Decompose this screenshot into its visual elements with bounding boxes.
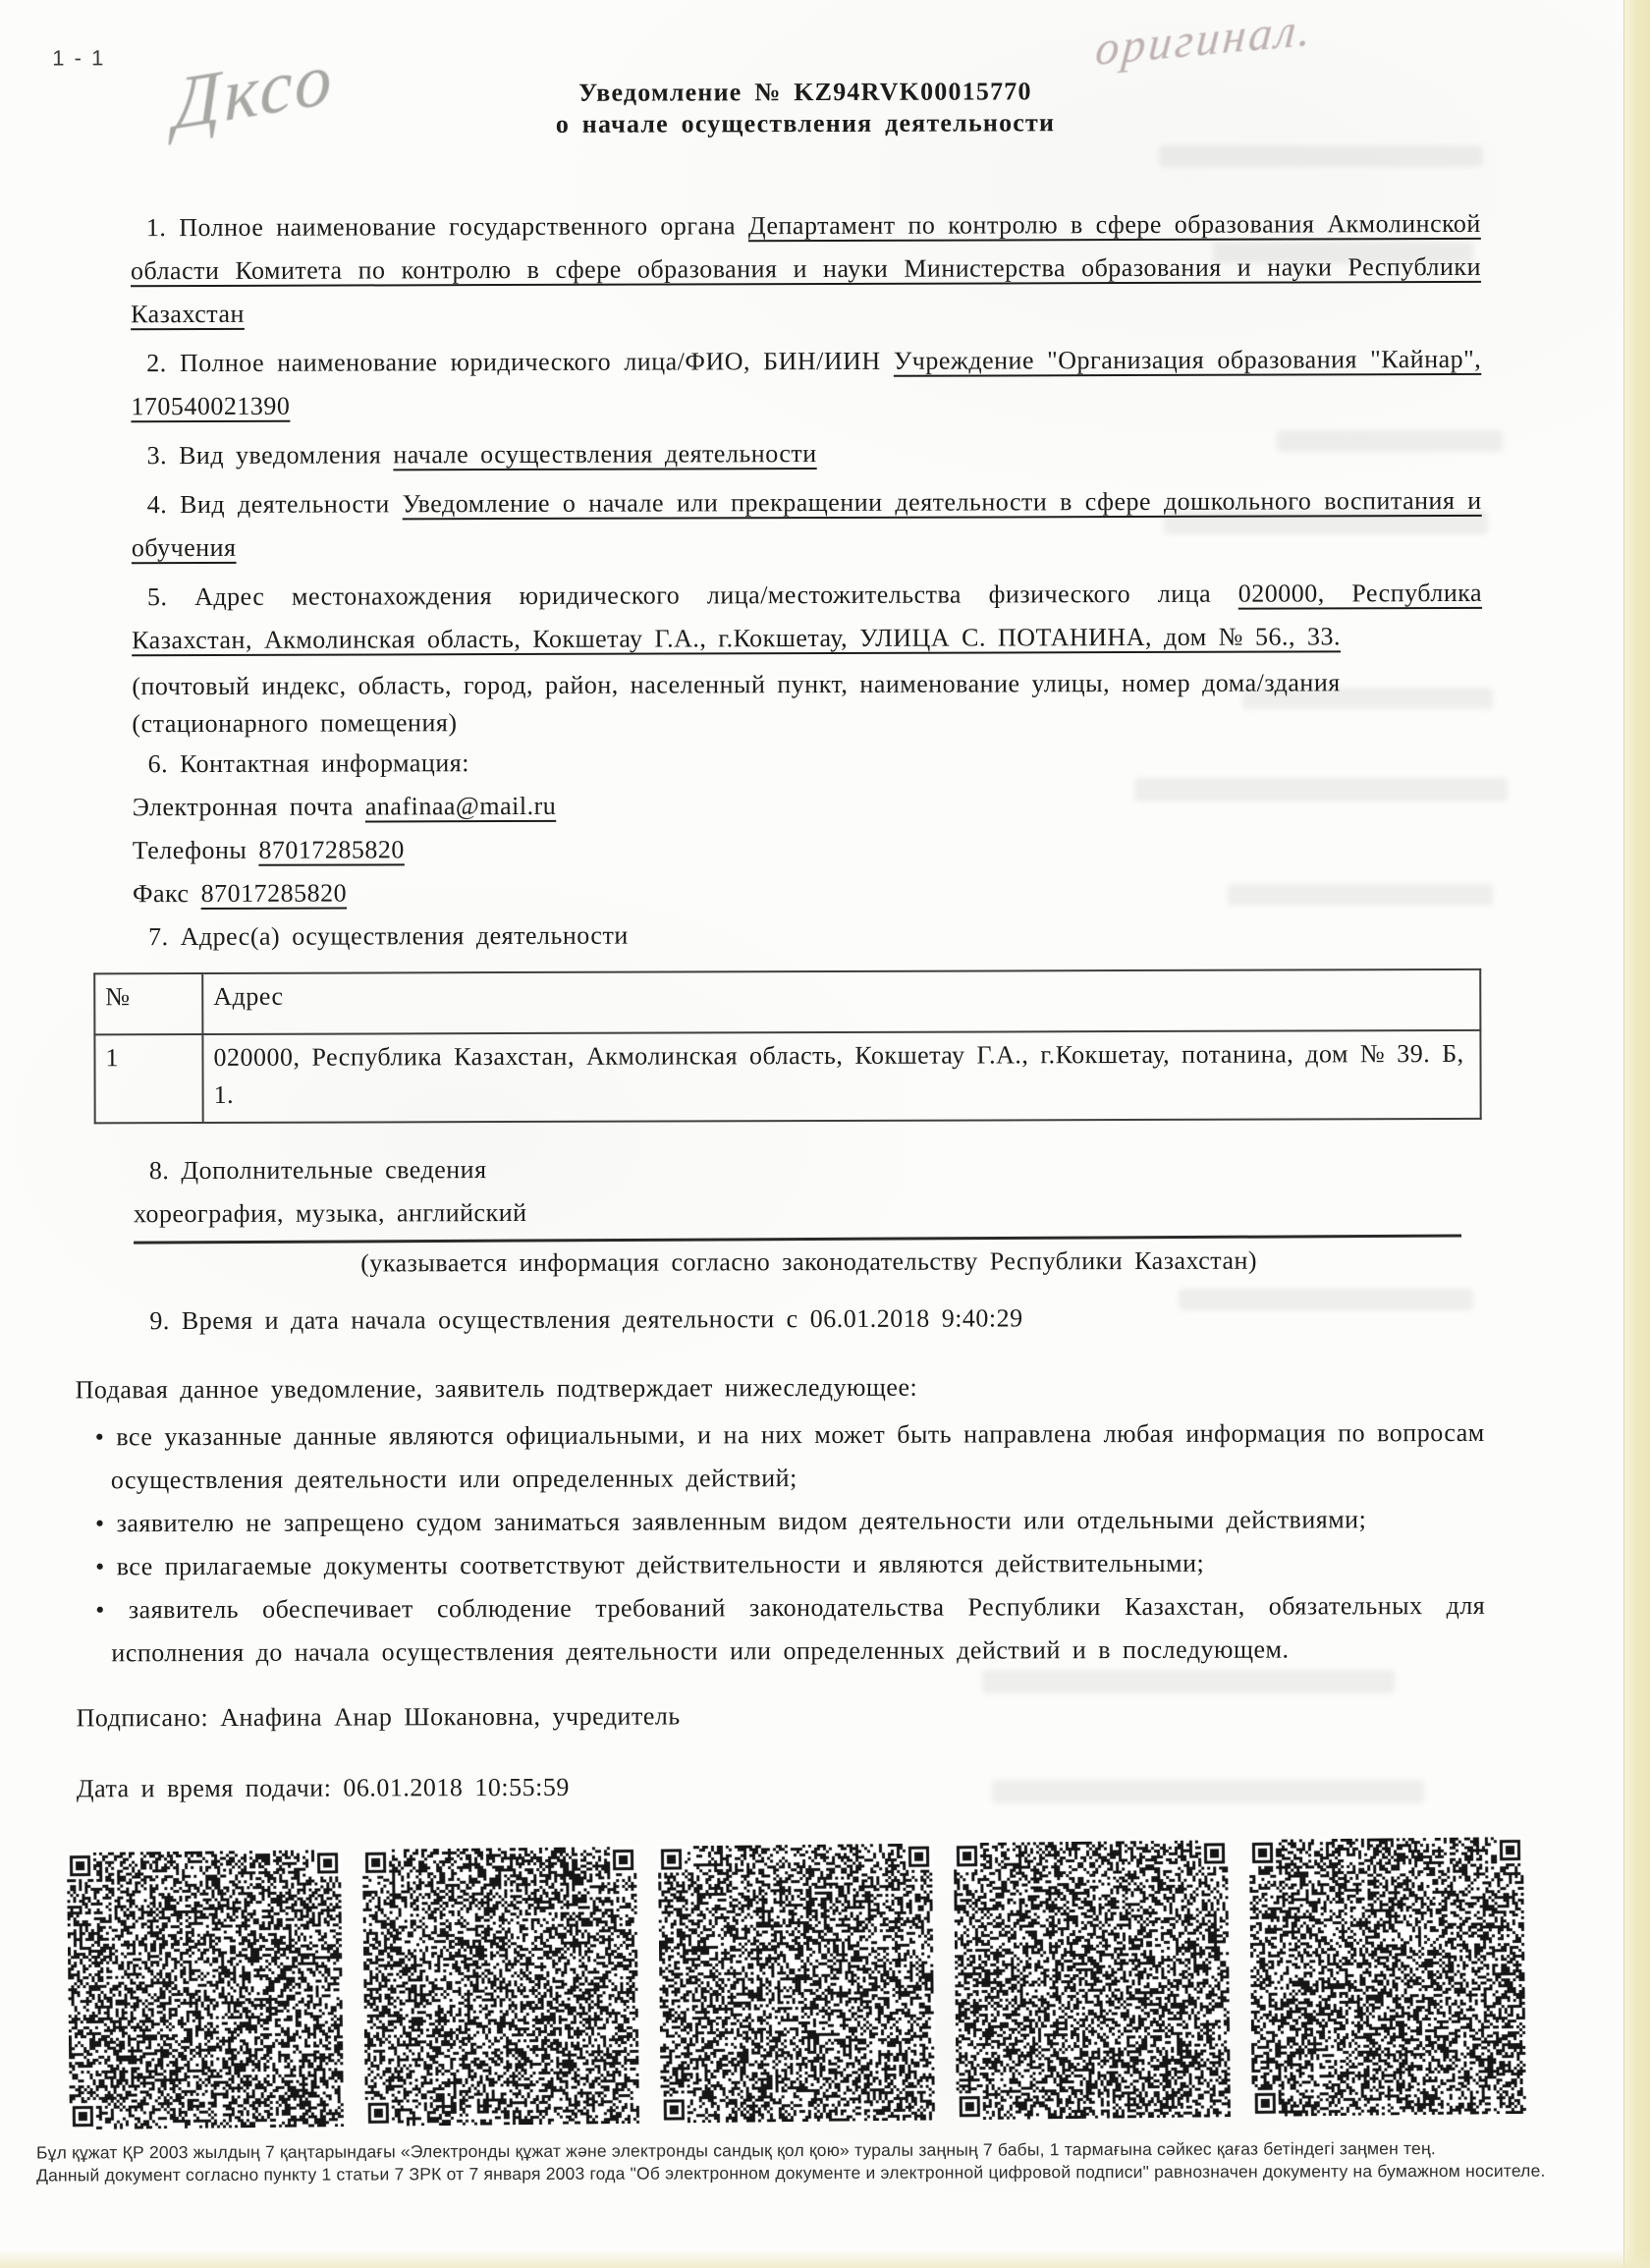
document-title-line1: Уведомление № KZ94RVK00015770: [578, 77, 1032, 107]
field-label: 2. Полное наименование юридического лица/ФИО, БИН/ИИН: [146, 346, 881, 378]
declaration-block: [75, 1364, 1485, 1676]
field-label: 4. Вид деятельности: [146, 489, 390, 520]
qr-code: [362, 1847, 640, 2127]
qr-code-row: [67, 1837, 1527, 2130]
paragraph-1-state-body: [131, 202, 1481, 336]
section-8-value: хореография, музыка, английский: [133, 1197, 527, 1229]
declaration-bullet: • все указанные данные являются официальными, и на них может быть направлена любая информация по вопросам осуществления деятельности или определенных действий;: [76, 1411, 1485, 1503]
document-body: [75, 75, 1486, 1810]
email-value: anafinaa@mail.ru: [364, 791, 557, 821]
handwritten-annotation-dkso: Дксо: [172, 36, 337, 146]
qr-code: [954, 1840, 1232, 2120]
signature-line: Подписано: Анафина Анар Шокановна, учредитель: [76, 1701, 681, 1733]
cell-row-address: 020000, Республика Казахстан, Акмолинская область, Кокшетау Г.А., г.Кокшетау, потанина, дом № 39. Б, 1.: [202, 1030, 1480, 1123]
field-label: 5. Адрес местонахождения юридического лица/местожительства физического лица: [146, 579, 1212, 612]
qr-code: [67, 1850, 345, 2130]
column-header-number: №: [94, 973, 202, 1034]
activity-address-table: [93, 968, 1481, 1124]
field-label: 3. Вид уведомления: [146, 440, 382, 470]
contact-fax-line: [133, 868, 1483, 915]
document-title: [130, 75, 1480, 141]
table-header-row: [94, 969, 1480, 1034]
email-label: Электронная почта: [132, 792, 354, 822]
field-value: Департамент по контролю в сфере образования Акмолинской области Комитета по контролю в сфере образования и науки Министерства образования и науки Республики Казахстан: [130, 208, 1481, 329]
declaration-bullet: • все прилагаемые документы соответствуют действительности и являются действительными;: [76, 1541, 1485, 1589]
legal-footer: [36, 2136, 1637, 2186]
table-row: [94, 1030, 1480, 1123]
section-6-heading: 6. Контактная информация:: [147, 748, 469, 779]
contact-phone-line: [133, 825, 1483, 872]
section-8-note: (указывается информация согласно законодательству Республики Казахстан): [360, 1245, 1258, 1278]
section-8-heading: 8. Дополнительные сведения: [148, 1155, 487, 1186]
field-value: Учреждение "Организация образования "Кайнар", 170540021390: [131, 344, 1482, 421]
cell-row-number: 1: [94, 1034, 202, 1123]
phone-label: Телефоны: [132, 835, 248, 865]
field-value: 020000, Республика Казахстан, Акмолинская область, Кокшетау Г.А., г.Кокшетау, УЛИЦА С. ПОТАНИНА, дом № 56., 33.: [132, 578, 1483, 655]
field-value: Уведомление о начале или прекращении деятельности в сфере дошкольного воспитания и обучения: [131, 485, 1482, 563]
declaration-intro: Подавая данное уведомление, заявитель подтверждает нижеследующее:: [75, 1372, 918, 1405]
legal-footer-kazakh: Бұл құжат ҚР 2003 жылдың 7 қаңтарындағы «Электронды құжат және электронды сандық қол қою» туралы заңның 7 бабы, 1 тармағына сәйкес қағаз бетіндегі заңмен тең.: [35, 2138, 1436, 2163]
field-label: 1. Полное наименование государственного органа: [145, 211, 737, 243]
legal-footer-russian: Данный документ согласно пункту 1 статьи 7 ЗРК от 7 января 2003 года "Об электронном документе и электронной цифровой подписи" равнозначен документу на бумажном носителе.: [36, 2160, 1546, 2185]
section-7-heading: 7. Адрес(а) осуществления деятельности: [148, 920, 629, 952]
address-explanation-note: (почтовый индекс, область, город, район, населенный пункт, наименование улицы, номер дома/здания (стационарного помещения): [132, 668, 1341, 739]
declaration-bullet: • заявителю не запрещено судом заниматься заявленным видом деятельности или отдельными действиями;: [76, 1498, 1485, 1546]
field-value: начале осуществления деятельности: [393, 439, 817, 470]
scan-edge-bottom: [0, 2250, 1650, 2268]
fax-label: Факс: [132, 879, 190, 909]
fax-value: 87017285820: [200, 878, 348, 908]
qr-code: [658, 1844, 936, 2124]
phone-value: 87017285820: [258, 835, 405, 864]
qr-code: [1249, 1837, 1527, 2117]
page-number-marker: 1 - 1: [52, 45, 106, 71]
scan-edge-right: [1623, 0, 1650, 2268]
handwritten-annotation-original: оригинал.: [1093, 3, 1316, 77]
document-title-line2: о начале осуществления деятельности: [555, 108, 1056, 138]
paragraph-5-address: [132, 572, 1482, 662]
paragraph-3-notification-type: [131, 430, 1481, 477]
declaration-bullet: • заявитель обеспечивает соблюдение требований законодательства Республики Казахстан, обязательных для исполнения до начала осуществления деятельности или определенных действий и в последующем.: [76, 1584, 1485, 1676]
column-header-address: Адрес: [202, 969, 1480, 1034]
contact-email-line: [133, 782, 1483, 829]
paragraph-4-activity-type: [132, 479, 1482, 570]
section-9-start-datetime: 9. Время и дата начала осуществления деятельности с 06.01.2018 9:40:29: [149, 1303, 1023, 1336]
paragraph-2-legal-entity: [131, 338, 1481, 428]
submission-datetime-line: Дата и время подачи: 06.01.2018 10:55:59: [76, 1772, 570, 1803]
